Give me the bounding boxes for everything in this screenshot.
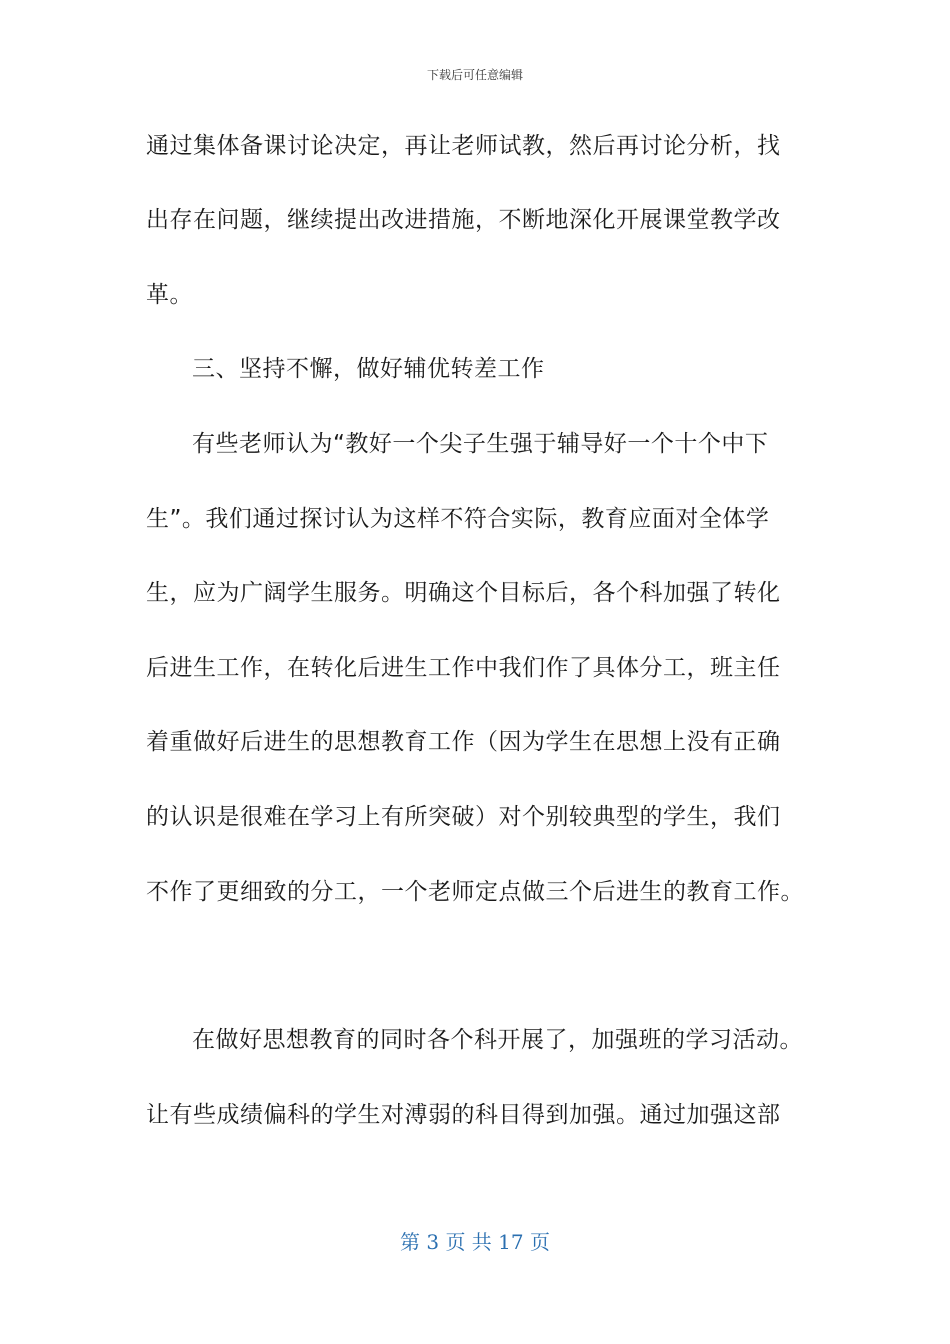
- body-line: 革。: [146, 282, 193, 308]
- body-line: 通过集体备课讨论决定，再让老师试教，然后再讨论分析，找: [146, 133, 781, 159]
- body-line: 出存在问题，继续提出改进措施，不断地深化开展课堂教学改: [146, 207, 781, 233]
- section-heading: 三、坚持不懈，做好辅优转差工作: [192, 356, 545, 382]
- body-line: 生”。我们通过探讨认为这样不符合实际，教育应面对全体学: [146, 506, 770, 532]
- body-line: 着重做好后进生的思想教育工作（因为学生在思想上没有正确: [146, 729, 781, 755]
- body-line: 在做好思想教育的同时各个科开展了，加强班的学习活动。: [192, 1027, 803, 1053]
- body-line: 让有些成绩偏科的学生对溥弱的科目得到加强。通过加强这部: [146, 1102, 781, 1128]
- body-line: 的认识是很难在学习上有所突破）对个别较典型的学生，我们: [146, 804, 781, 830]
- body-line: 有些老师认为“教好一个尖子生强于辅导好一个十个中下: [192, 431, 769, 457]
- body-line: 后进生工作，在转化后进生工作中我们作了具体分工，班主任: [146, 655, 781, 681]
- page-header: 下载后可任意编辑: [426, 68, 523, 82]
- page-number: 第 3 页 共 17 页: [400, 1230, 550, 1254]
- body-line: 不作了更细致的分工，一个老师定点做三个后进生的教育工作。: [146, 879, 804, 905]
- body-line: 生，应为广阔学生服务。明确这个目标后，各个科加强了转化: [146, 580, 781, 606]
